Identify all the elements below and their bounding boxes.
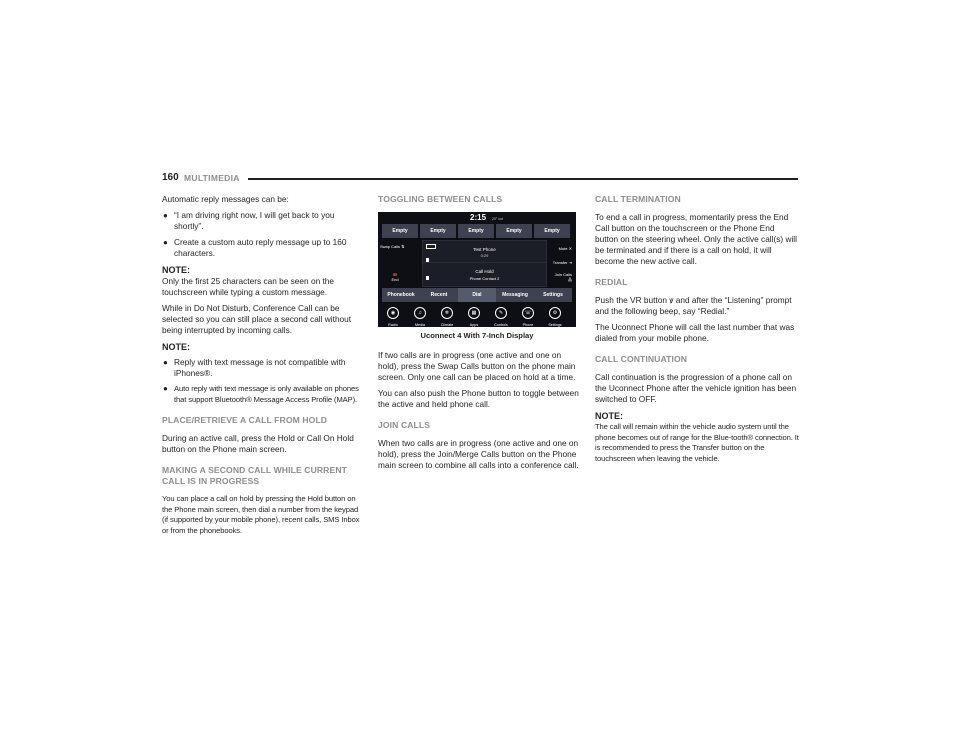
tab-phonebook[interactable]: Phonebook — [382, 288, 420, 302]
note-label: NOTE: — [162, 342, 190, 352]
body-text: The Uconnect Phone will call the last number that was dialed from your mobile phone. — [595, 322, 795, 343]
note-text: While in Do Not Disturb, Conference Call can be selected so you can still place a second call without being interrupted by incoming calls. — [162, 303, 352, 335]
nav-settings[interactable] — [543, 307, 567, 327]
nav-label: Climate — [440, 323, 454, 327]
temperature: 20° out — [492, 217, 504, 221]
body-text: When two calls are in progress (one active and one on hold), press the Join/Merge Calls button on the Phone main screen to combine all calls into a conference call. — [378, 438, 579, 470]
climate-icon: ❄ — [441, 307, 453, 319]
page-header — [162, 172, 798, 186]
favorite-slot[interactable]: Empty — [420, 224, 456, 238]
section-heading: CALL TERMINATION — [595, 194, 681, 204]
button-label: End — [391, 277, 399, 282]
button-label: Swap Calls — [380, 244, 401, 249]
bullet-icon: ● — [163, 211, 168, 220]
favorite-slot[interactable]: Empty — [382, 224, 418, 238]
tab-dial[interactable]: Dial — [458, 288, 496, 302]
clock: 2:15 — [470, 213, 487, 222]
join-calls-button[interactable] — [550, 272, 572, 282]
mute-button[interactable] — [559, 246, 572, 251]
note-label: NOTE: — [162, 265, 190, 275]
nav-controls[interactable] — [489, 307, 513, 327]
transfer-button[interactable] — [553, 260, 572, 265]
list-item — [162, 384, 366, 405]
button-label: Transfer — [552, 260, 568, 265]
redial-text: Push the VR button — [595, 295, 667, 305]
reply-bullets — [162, 210, 366, 259]
bullet-text: Reply with text message is not compatible with iPhones®. — [174, 357, 346, 378]
call-status: Call Hold — [475, 269, 494, 274]
nav-media[interactable] — [408, 307, 432, 327]
end-call-icon: ☎ — [392, 272, 398, 277]
phone-icon: ☏ — [522, 307, 534, 319]
bullet-text: “I am driving right now, I will get back to you shortly”. — [174, 210, 335, 231]
column-3 — [595, 194, 799, 469]
apps-icon: ▦ — [468, 307, 480, 319]
tab-messaging[interactable]: Messaging — [496, 288, 534, 302]
end-call-button[interactable] — [380, 272, 410, 282]
nav-label: Phone — [522, 323, 534, 327]
swap-icon: ⇅ — [401, 244, 405, 249]
tab-recent[interactable]: Recent — [420, 288, 458, 302]
bullet-icon: ● — [163, 358, 168, 367]
redial-text: and after the “Listening” prompt and the following beep, say “Redial.” — [595, 295, 792, 316]
intro-text: Automatic reply messages can be: — [162, 194, 289, 204]
section-heading: REDIAL — [595, 277, 628, 287]
tab-settings[interactable]: Settings — [534, 288, 572, 302]
section-heading: PLACE/RETRIEVE A CALL FROM HOLD — [162, 415, 328, 425]
note-label: NOTE: — [595, 411, 623, 421]
favorite-slot[interactable]: Empty — [534, 224, 570, 238]
nav-label: Radio — [388, 323, 398, 327]
note-text: Only the first 25 characters can be seen on the touchscreen while typing a custom message. — [162, 276, 335, 297]
contact-name: Phone Contact 2 — [469, 276, 500, 281]
body-text — [595, 295, 799, 317]
list-item — [162, 210, 366, 232]
list-item — [162, 357, 366, 379]
body-text: You can also push the Phone button to toggle between the active and held phone call. — [378, 388, 579, 409]
nav-radio[interactable] — [381, 307, 405, 327]
section-heading: JOIN CALLS — [378, 420, 431, 430]
bullet-text: Create a custom auto reply message up to 160 characters. — [174, 237, 347, 258]
section-title: MULTIMEDIA — [184, 173, 240, 183]
body-text: To end a call in progress, momentarily press the End Call button on the touchscreen or the Phone End button on the steering wheel. Only the active call(s) will be terminated and if there is a call on hold, it will become the new active call. — [595, 212, 797, 266]
bullet-icon: ● — [163, 384, 168, 393]
uconnect-screen-figure — [378, 212, 576, 327]
body-text: If two calls are in progress (one active and one on hold), press the Swap Calls button on the phone main screen. Only one call can be placed on hold at a time. — [378, 350, 576, 382]
join-icon: ⁂ — [568, 277, 572, 282]
column-2 — [378, 194, 582, 476]
transfer-icon: ⇥ — [568, 260, 572, 265]
button-label: Mute — [558, 246, 568, 251]
button-label: Join Calls — [554, 272, 572, 277]
bullet-text: Auto reply with text message is only available on phones that support Bluetooth® Message Access Profile (MAP). — [174, 384, 359, 404]
body-text: During an active call, press the Hold or Call On Hold button on the Phone main screen. — [162, 433, 354, 454]
figure-caption: Uconnect 4 With 7-Inch Display — [420, 331, 534, 340]
section-heading: MAKING A SECOND CALL WHILE CURRENT CALL IS IN PROGRESS — [162, 465, 347, 486]
note-bullets — [162, 357, 366, 405]
body-text: Call continuation is the progression of a phone call on the Uconnect Phone after the vehicle ignition has been switched to OFF. — [595, 372, 797, 404]
held-call-panel[interactable] — [422, 262, 547, 287]
call-duration: 0:29 — [480, 253, 489, 258]
body-text: You can place a call on hold by pressing the Hold button on the Phone main screen, then dial a number from the keypad (if supported by your mobile phone), recent calls, SMS Inbox or from the phonebooks. — [162, 494, 360, 535]
nav-label: Settings — [548, 323, 562, 327]
favorite-slot[interactable]: Empty — [458, 224, 494, 238]
page-number: 160 — [162, 172, 179, 183]
nav-phone[interactable] — [516, 307, 540, 327]
swap-calls-button[interactable] — [380, 244, 414, 249]
note-text: The call will remain within the vehicle audio system until the phone becomes out of range for the Blue-tooth® connection. It is recommended to press the Transfer button on the touchscreen when leaving the vehicle. — [595, 422, 799, 463]
radio-icon: ◉ — [387, 307, 399, 319]
nav-label: Controls — [494, 323, 508, 327]
gear-icon: ⚙ — [549, 307, 561, 319]
bullet-icon: ● — [163, 238, 168, 247]
column-1 — [162, 194, 366, 541]
media-icon: ♫ — [414, 307, 426, 319]
controls-icon: ✎ — [495, 307, 507, 319]
header-rule — [248, 178, 798, 180]
section-heading: CALL CONTINUATION — [595, 354, 688, 364]
nav-climate[interactable] — [435, 307, 459, 327]
caller-name: Test Phone — [473, 247, 496, 252]
nav-label: Apps — [469, 323, 479, 327]
nav-label: Media — [414, 323, 426, 327]
list-item — [162, 237, 366, 259]
mute-icon: ✕ — [568, 246, 572, 251]
section-heading: TOGGLING BETWEEN CALLS — [378, 194, 503, 204]
nav-apps[interactable] — [462, 307, 486, 327]
favorite-slot[interactable]: Empty — [496, 224, 532, 238]
voice-recognition-icon: ꝟ — [669, 295, 674, 305]
